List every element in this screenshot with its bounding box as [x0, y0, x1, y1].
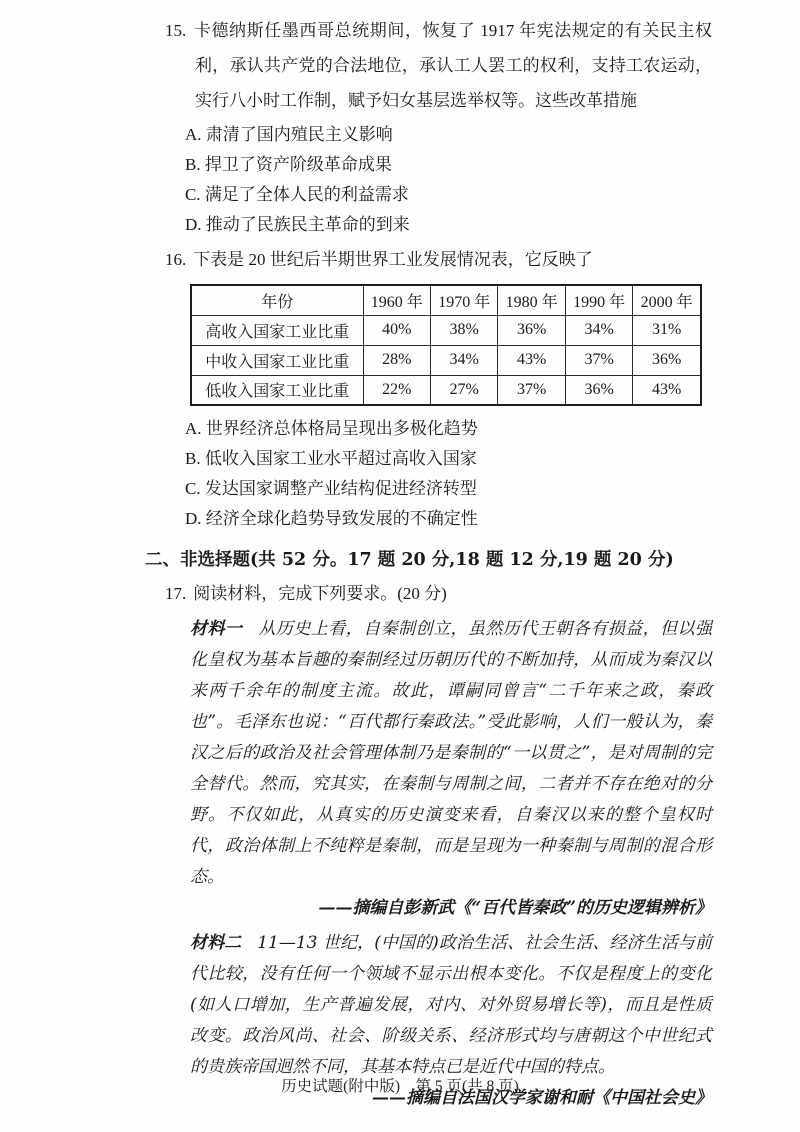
table-header-row — [191, 285, 701, 315]
question-16-option-a: A. 世界经济总体格局呈现出多极化趋势 — [185, 419, 478, 438]
table-cell: 36% — [565, 375, 632, 405]
question-16-option-c: C. 发达国家调整产业结构促进经济转型 — [185, 479, 477, 498]
section-2-note: (共 52 分。17 题 20 分,18 题 12 分,19 题 20 分) — [250, 550, 674, 570]
question-17-stem-text: 阅读材料，完成下列要求。(20 分) — [193, 584, 447, 603]
question-16-stem — [165, 242, 712, 277]
question-16-option-d: D. 经济全球化趋势导致发展的不确定性 — [185, 509, 478, 528]
question-16-options — [185, 414, 712, 534]
question-16-number: 16. — [165, 250, 187, 269]
question-16 — [165, 242, 712, 534]
table-cell: 28% — [363, 345, 430, 375]
material-2-source: ——摘编自法国汉学家谢和耐《中国社会史》 — [372, 1088, 712, 1108]
table-cell: 38% — [430, 315, 497, 345]
material-2-text: 11—13 世纪，(中国的)政治生活、社会生活、经济生活与前代比较，没有任何一个领域不显示出根本变化。不仅是程度上的变化(如人口增加，生产普遍发展，对内、对外贸易增长等)，而且是性质改变。政治风尚、社会、阶级关系、经济形式均与唐朝这个中世纪式的贵族帝国迥然不同，其基本特点已是近代中国的特点。 — [190, 933, 712, 1077]
table-header-cell: 1960 年 — [363, 285, 430, 315]
table-cell: 36% — [498, 315, 565, 345]
material-1-source: ——摘编自彭新武《“百代皆秦政”的历史逻辑辨析》 — [318, 898, 712, 918]
section-2-heading — [145, 542, 712, 577]
table-cell: 31% — [633, 315, 701, 345]
table-header-cell: 年份 — [191, 285, 363, 315]
table-cell: 37% — [498, 375, 565, 405]
table-cell: 27% — [430, 375, 497, 405]
question-15-number: 15. — [165, 21, 187, 40]
table-header-cell: 1990 年 — [565, 285, 632, 315]
industry-share-table — [190, 284, 702, 406]
table-cell: 43% — [498, 345, 565, 375]
table-header-cell: 1980 年 — [498, 285, 565, 315]
table-row — [191, 375, 701, 405]
table-cell: 34% — [565, 315, 632, 345]
material-1-label: 材料一 — [190, 619, 243, 639]
question-15 — [165, 13, 712, 240]
question-15-option-c: C. 满足了全体人民的利益需求 — [185, 185, 409, 204]
question-17-stem — [165, 577, 712, 611]
table-cell: 中收入国家工业比重 — [191, 345, 363, 375]
material-1-paragraph — [190, 614, 712, 893]
question-15-stem — [165, 13, 712, 118]
section-2-title: 二、非选择题 — [145, 549, 250, 569]
question-17 — [165, 577, 712, 1114]
material-1-text: 从历史上看，自秦制创立，虽然历代王朝各有损益，但以强化皇权为基本旨趣的秦制经过历朝历代的不断加持，从而成为秦汉以来两千余年的制度主流。故此，谭嗣同曾言“二千年来之政，秦政也”。毛泽东也说：“百代都行秦政法。”受此影响，人们一般认为，秦汉之后的政治及社会管理体制乃是秦制的“一以贯之”，是对周制的完全替代。然而，究其实，在秦制与周制之间，二者并不存在绝对的分野。不仅如此，从真实的历史演变来看，自秦汉以来的整个皇权时代，政治体制上不纯粹是秦制，而是呈现为一种秦制与周制的混合形态。 — [190, 619, 713, 887]
question-15-option-a: A. 肃清了国内殖民主义影响 — [185, 125, 393, 144]
question-15-options — [185, 120, 712, 240]
table-row — [191, 345, 701, 375]
table-cell: 40% — [363, 315, 430, 345]
question-15-stem-text: 卡德纳斯任墨西哥总统期间，恢复了 1917 年宪法规定的有关民主权利，承认共产党的合法地位，承认工人罢工的权利，支持工农运动，实行八小时工作制，赋予妇女基层选举权等。这些改革措施 — [193, 21, 712, 110]
table-cell: 43% — [633, 375, 701, 405]
table-cell: 低收入国家工业比重 — [191, 375, 363, 405]
question-16-option-b: B. 低收入国家工业水平超过高收入国家 — [185, 449, 477, 468]
question-15-option-b: B. 捍卫了资产阶级革命成果 — [185, 155, 392, 174]
table-row — [191, 315, 701, 345]
table-header-cell: 1970 年 — [430, 285, 497, 315]
material-2-paragraph — [190, 928, 712, 1083]
table-header-cell: 2000 年 — [633, 285, 701, 315]
question-17-number: 17. — [165, 584, 187, 603]
table-cell: 34% — [430, 345, 497, 375]
table-cell: 22% — [363, 375, 430, 405]
question-16-stem-text: 下表是 20 世纪后半期世界工业发展情况表，它反映了 — [193, 250, 593, 269]
table-cell: 高收入国家工业比重 — [191, 315, 363, 345]
page-footer: 历史试题(附中版) 第 5 页(共 8 页) — [281, 1078, 519, 1095]
material-2-label: 材料二 — [190, 933, 242, 953]
question-15-option-d: D. 推动了民族民主革命的到来 — [185, 215, 410, 234]
table-cell: 36% — [633, 345, 701, 375]
table-cell: 37% — [565, 345, 632, 375]
